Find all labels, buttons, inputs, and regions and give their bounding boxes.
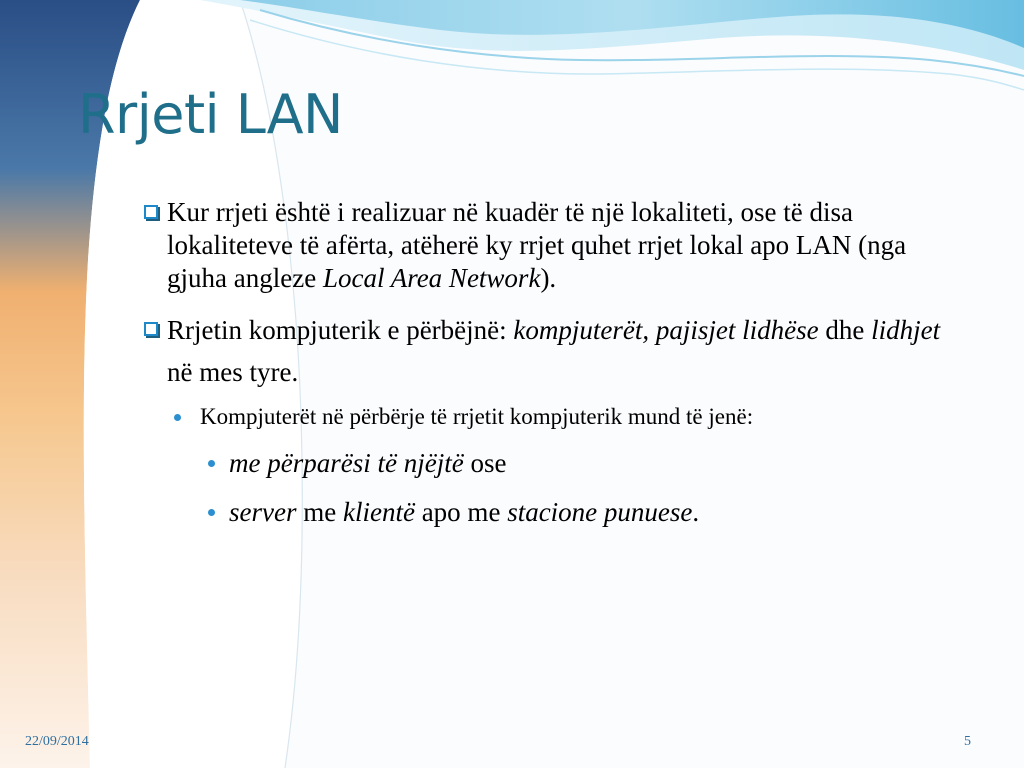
bullet-text-italic: kompjuterët, pajisjet lidhëse <box>513 315 819 345</box>
slide-number: 5 <box>964 734 971 749</box>
sub-sub-bullet-peer <box>140 442 960 484</box>
dot-bullet-icon <box>174 414 181 421</box>
bullet-text-italic: klientë <box>342 497 415 527</box>
sub-sub-bullet-server <box>140 491 960 533</box>
slide-content <box>140 196 960 540</box>
dot-bullet-icon <box>208 509 215 516</box>
sub-bullet-computers <box>140 399 980 434</box>
bullet-text: Kur rrjeti është i realizuar në kuadër të një lokaliteti, ose të disa lokaliteteve të afërta, atëherë ky rrjet quhet rrjet lokal apo LAN (nga gjuha angleze <box>167 197 907 293</box>
square-bullet-icon <box>144 205 158 219</box>
bullet-network-components <box>140 309 957 393</box>
dot-bullet-icon <box>208 460 215 467</box>
slide-title: Rrjeti LAN <box>78 83 343 146</box>
bullet-text-italic: server <box>229 497 297 527</box>
bullet-text: me <box>296 497 343 527</box>
bullet-text: ). <box>540 263 557 293</box>
bullet-text: në mes tyre. <box>167 357 299 387</box>
bullet-text: ose <box>463 448 507 478</box>
bullet-text-italic: me përparësi të njëjtë <box>229 448 464 478</box>
bullet-text: . <box>692 497 700 527</box>
square-bullet-icon <box>144 322 158 336</box>
bullet-text-italic: stacione punuese <box>507 497 693 527</box>
bullet-text-italic: lidhjet <box>871 315 941 345</box>
bullet-text-italic: Local Area Network <box>322 263 541 293</box>
bullet-text: apo me <box>414 497 508 527</box>
bullet-text: Rrjetin kompjuterik e përbëjnë: <box>167 315 514 345</box>
bullet-lan-definition <box>140 196 942 295</box>
bullet-text: Kompjuterët në përbërje të rrjetit kompjuterik mund të jenë: <box>200 404 754 429</box>
bullet-text: dhe <box>818 315 872 345</box>
footer-date: 22/09/2014 <box>25 734 89 749</box>
